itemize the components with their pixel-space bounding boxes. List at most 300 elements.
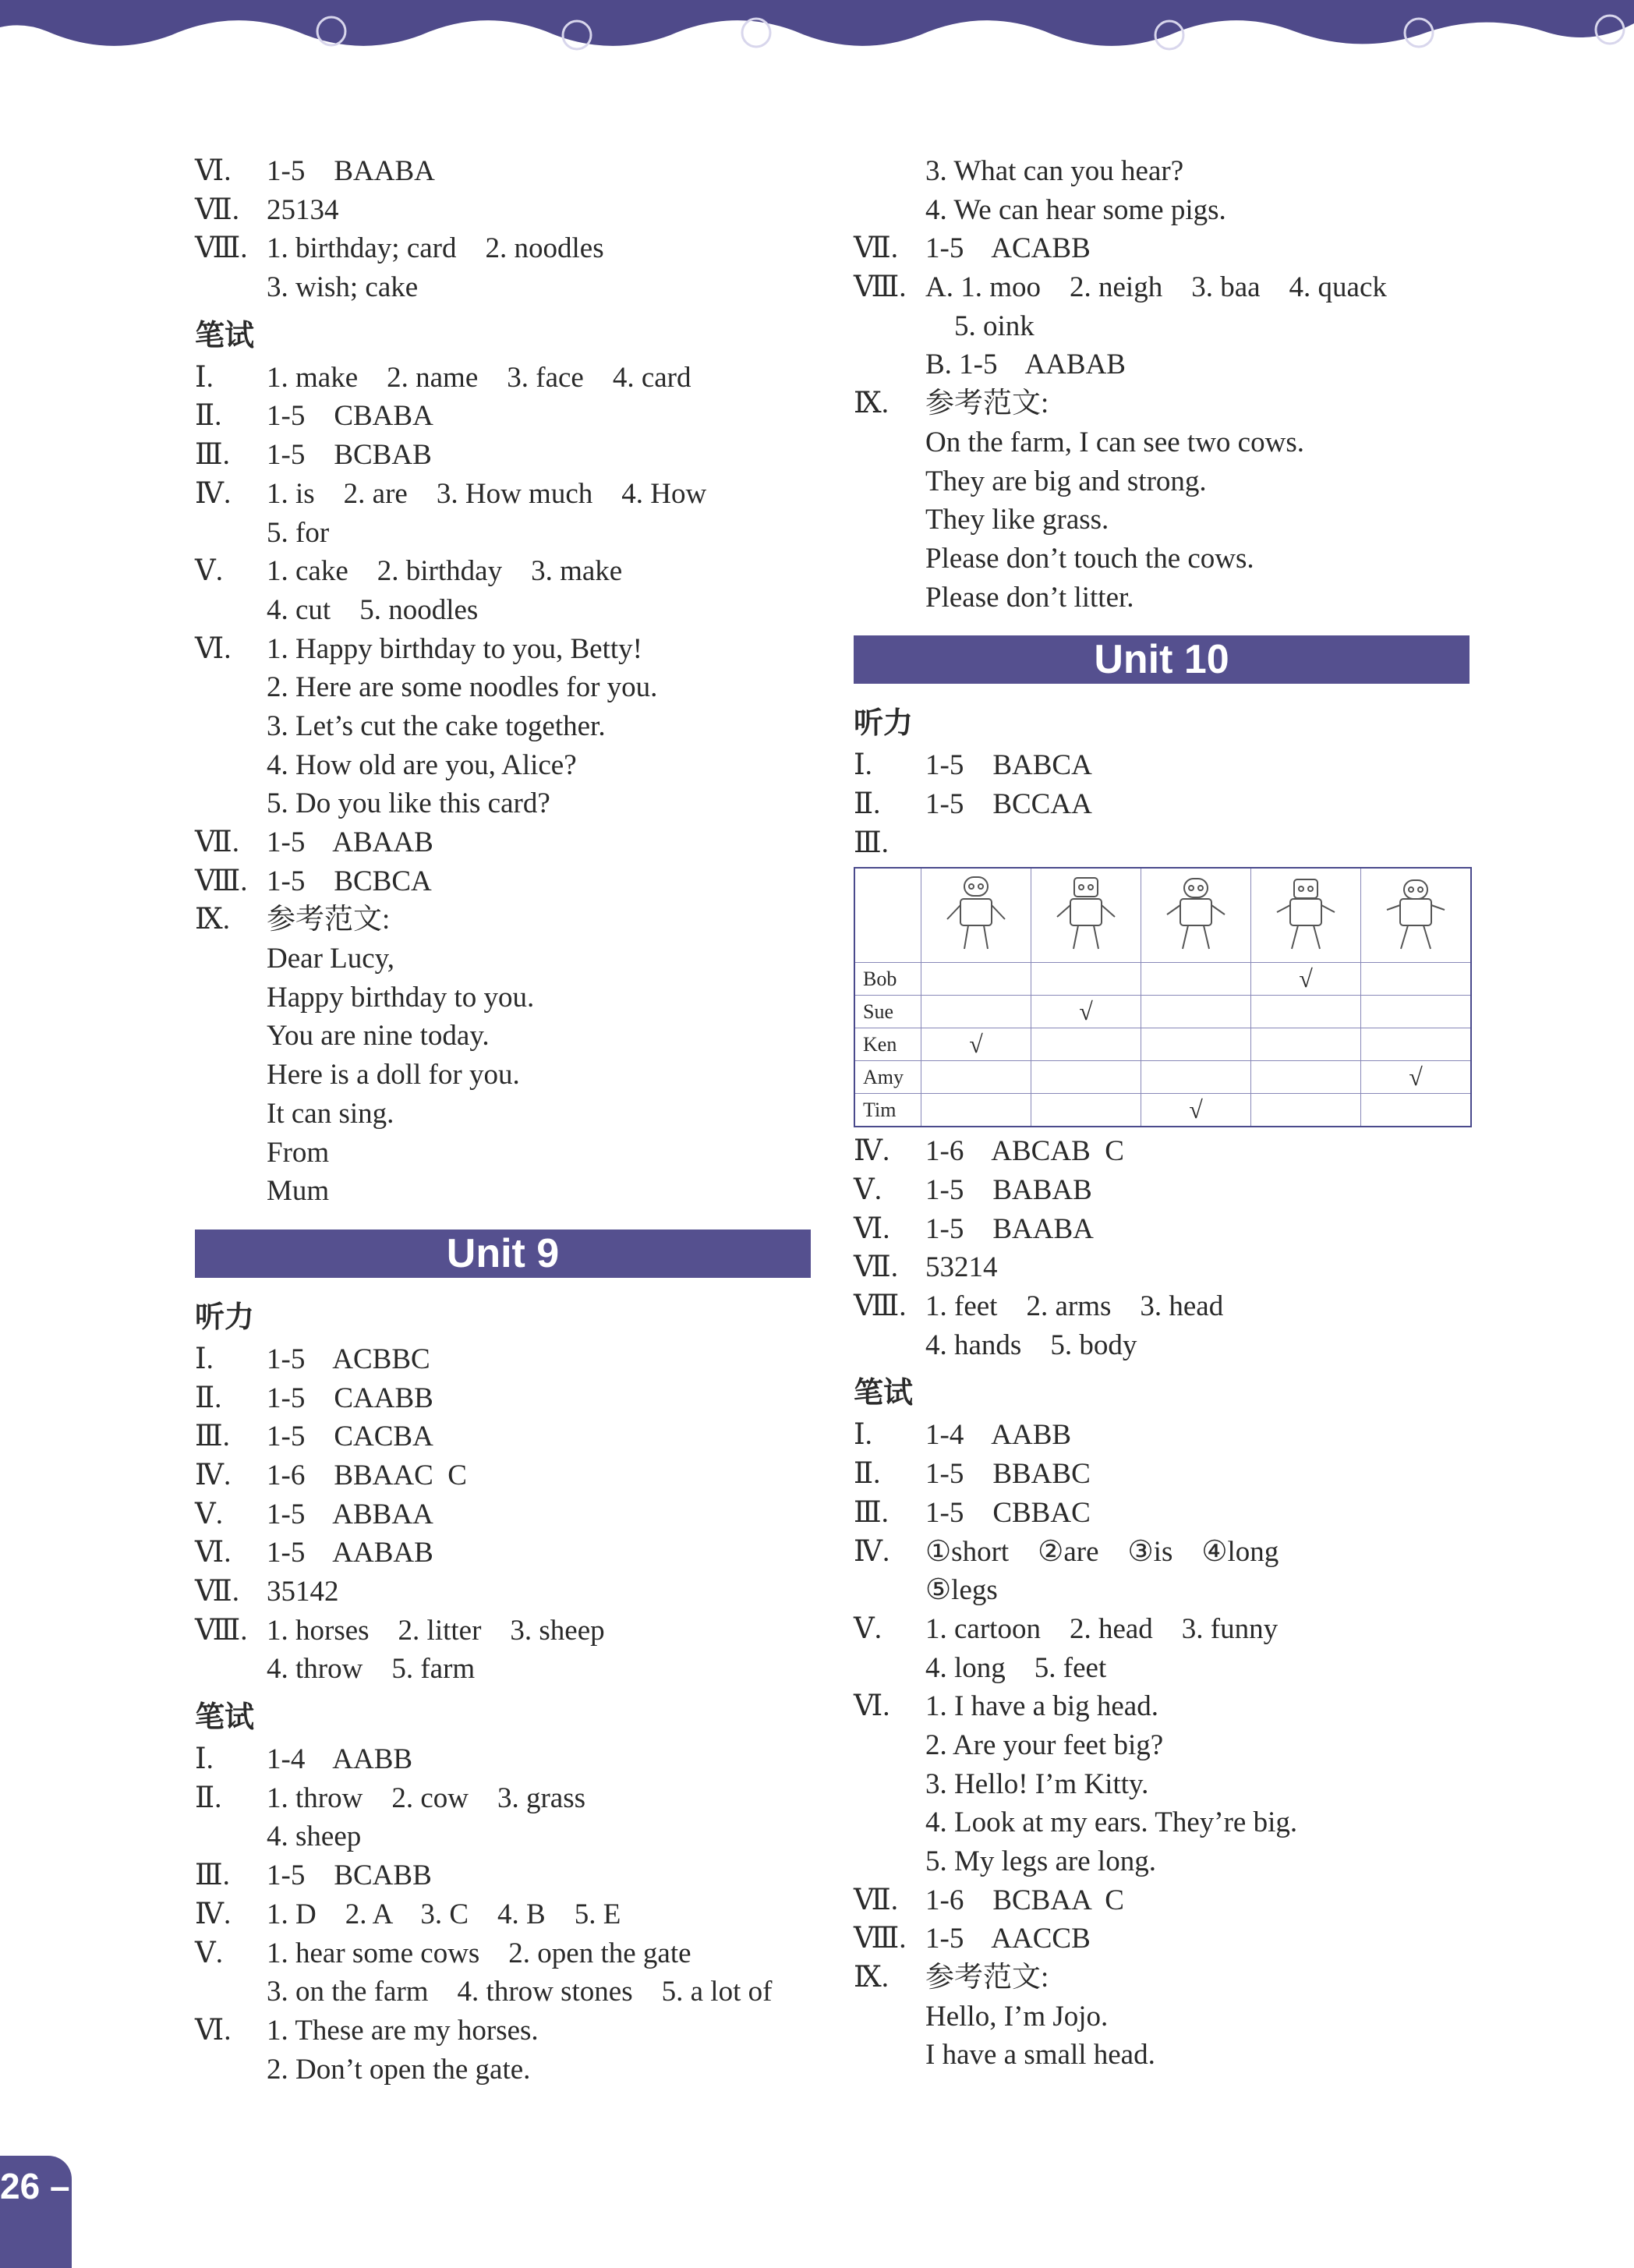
answer-text: 1-5 ACABB [925, 232, 1091, 265]
answer-text: Happy birthday to you. [267, 981, 535, 1014]
check-mark-cell [921, 1061, 1031, 1094]
answer-text: 5. oink [925, 310, 1035, 342]
swirl-icon [742, 19, 770, 47]
answer-text: 1-6 BBAAC C [267, 1459, 467, 1491]
answer-line [854, 1803, 1485, 1842]
answer-text: 2. Here are some noodles for you. [267, 671, 658, 704]
answer-line [195, 2050, 819, 2089]
student-name: Bob [854, 963, 921, 996]
question-number [195, 1172, 267, 1211]
answer-line [195, 668, 819, 707]
answer-line [195, 1056, 819, 1095]
check-mark-cell [1141, 996, 1251, 1028]
question-number: Ⅵ. [195, 2014, 232, 2047]
answer-text: 1. hear some cows 2. open the gate [267, 1937, 691, 1969]
question-number: Ⅶ. [195, 193, 239, 226]
question-number: Ⅱ. [195, 400, 222, 433]
answer-text: 1. cake 2. birthday 3. make [267, 555, 623, 588]
answer-line [195, 475, 819, 514]
right-column [854, 152, 1485, 2075]
answer-line [854, 307, 1485, 346]
question-number: Ⅴ. [195, 1498, 223, 1530]
answer-line [195, 1779, 819, 1818]
answer-text: 1-5 BCBAB [267, 439, 432, 472]
answer-text: 1-6 ABCAB C [925, 1135, 1124, 1168]
answer-text: ①short ②are ③is ④long [925, 1535, 1279, 1568]
check-mark-cell [1251, 996, 1361, 1028]
answer-text: 3. wish; cake [267, 271, 419, 304]
answer-line [854, 1649, 1485, 1688]
answer-text: They like grass. [925, 504, 1109, 536]
question-number: Ⅳ. [195, 1459, 232, 1491]
answer-line [854, 1610, 1485, 1649]
answer-text: 2. Don’t open the gate. [267, 2053, 531, 2086]
question-number: Ⅳ. [195, 1898, 232, 1930]
answer-text: 25134 [267, 193, 339, 226]
answer-line [195, 152, 819, 191]
answer-line [195, 978, 819, 1017]
question-number [854, 540, 925, 578]
answer-line [195, 191, 819, 230]
check-mark-cell: √ [1141, 1094, 1251, 1127]
check-mark-cell [1361, 1028, 1472, 1061]
answer-text: 参考范文: [925, 387, 1049, 420]
section-heading-written: 笔试 [195, 317, 255, 352]
answer-line [854, 1455, 1485, 1494]
answer-text: 1. These are my horses. [267, 2014, 539, 2047]
answer-line [195, 591, 819, 630]
check-mark-cell [1251, 1028, 1361, 1061]
question-number: Ⅱ. [195, 1781, 222, 1814]
question-number: Ⅰ. [854, 1419, 872, 1452]
answer-text: I have a small head. [925, 2039, 1155, 2072]
answer-line [854, 1842, 1485, 1881]
answer-line [854, 1571, 1485, 1610]
answer-text: 2. Are your feet big? [925, 1728, 1164, 1761]
page-number-tab [0, 2156, 72, 2268]
answer-text: 1. horses 2. litter 3. sheep [267, 1614, 605, 1647]
answer-line [195, 2011, 819, 2050]
robot-picture-cell [1141, 868, 1251, 963]
question-number: Ⅶ. [854, 1251, 898, 1284]
answer-line [854, 540, 1485, 578]
question-number: Ⅷ. [854, 1290, 907, 1323]
answer-line [195, 1973, 819, 2011]
answer-text: 1. D 2. A 3. C 4. B 5. E [267, 1898, 621, 1930]
answer-text: ⑤legs [925, 1574, 998, 1607]
question-number: Ⅵ. [195, 632, 232, 665]
answer-text: 1-6 BCBAA C [925, 1884, 1124, 1916]
question-number: Ⅴ. [195, 555, 223, 588]
question-number: Ⅲ. [195, 439, 230, 472]
answer-text: 1-5 ABAAB [267, 826, 433, 858]
answer-line [854, 1726, 1485, 1765]
question-number [854, 1649, 925, 1688]
question-number: Ⅰ. [854, 749, 872, 782]
answer-text: Please don’t litter. [925, 581, 1134, 614]
answer-line [854, 152, 1485, 191]
check-mark-cell [1361, 996, 1472, 1028]
grid-corner [854, 868, 921, 963]
question-number [195, 1017, 267, 1056]
answer-text: 1. feet 2. arms 3. head [925, 1290, 1224, 1323]
answer-text: 1-5 CACBA [267, 1421, 433, 1453]
section-heading-written: 笔试 [854, 1375, 914, 1410]
answer-text: 1-5 AACCB [925, 1923, 1091, 1955]
answer-line [195, 1495, 819, 1534]
answer-line [854, 462, 1485, 501]
question-number: Ⅲ. [195, 1421, 230, 1453]
answer-text: 4. Look at my ears. They’re big. [925, 1806, 1298, 1839]
answer-line [195, 1740, 819, 1779]
answer-line [854, 2036, 1485, 2075]
robot-icon [1161, 871, 1231, 957]
question-number [195, 268, 267, 307]
question-number [195, 1817, 267, 1856]
answer-line [854, 345, 1485, 384]
answer-line [195, 1456, 819, 1495]
question-number [854, 1765, 925, 1804]
question-number [854, 1803, 925, 1842]
answer-text: 1-5 BCABB [267, 1859, 432, 1892]
robot-icon [941, 871, 1011, 957]
answer-text: They are big and strong. [925, 465, 1207, 497]
answer-text: 4. long 5. feet [925, 1651, 1107, 1684]
unit-9-banner: Unit 9 [195, 1230, 811, 1278]
question-number: Ⅸ. [854, 387, 889, 420]
check-mark-cell [1031, 1028, 1141, 1061]
question-number: Ⅶ. [195, 826, 239, 858]
answer-line [195, 1172, 819, 1211]
question-number [854, 1326, 925, 1365]
grid-row [854, 963, 1471, 996]
answer-line [854, 1687, 1485, 1726]
answer-text: 1. throw 2. cow 3. grass [267, 1781, 586, 1814]
question-number: Ⅰ. [195, 1743, 214, 1776]
answer-text: 4. sheep [267, 1820, 362, 1853]
unit-10-banner: Unit 10 [854, 635, 1470, 684]
answer-line [854, 1210, 1485, 1249]
answer-line [195, 630, 819, 669]
answer-line [854, 384, 1485, 423]
robot-picture-cell [1361, 868, 1472, 963]
check-mark-cell [1251, 1094, 1361, 1127]
answer-text: 3. Hello! I’m Kitty. [925, 1767, 1149, 1800]
answer-line [854, 1919, 1485, 1958]
question-number: Ⅱ. [195, 1382, 222, 1414]
answer-text: 1-5 BCBCA [267, 865, 432, 897]
question-number [195, 1650, 267, 1689]
question-number [854, 462, 925, 501]
grid-row [854, 1094, 1471, 1127]
answer-line [854, 229, 1485, 268]
answer-line [854, 1765, 1485, 1804]
student-name: Sue [854, 996, 921, 1028]
robot-picture-cell [1031, 868, 1141, 963]
question-number [195, 1973, 267, 2011]
answer-line [195, 1134, 819, 1173]
question-number [195, 1134, 267, 1173]
answer-text: 1-5 BAABA [925, 1212, 1094, 1245]
grid-row [854, 1028, 1471, 1061]
answer-line [195, 1650, 819, 1689]
answer-line [854, 191, 1485, 230]
question-number: Ⅰ. [195, 361, 214, 394]
question-number [854, 578, 925, 617]
answer-text: 1. I have a big head. [925, 1690, 1158, 1723]
answer-line [854, 1326, 1485, 1365]
answer-line [195, 746, 819, 785]
answer-line [195, 823, 819, 862]
question-number [195, 2050, 267, 2089]
answer-line [195, 359, 819, 398]
answer-line [854, 785, 1485, 824]
answer-line [195, 552, 819, 591]
answer-line [854, 1997, 1485, 2036]
check-mark-cell [1361, 1094, 1472, 1127]
grid-row [854, 996, 1471, 1028]
answer-text: 1-5 BABCA [925, 749, 1092, 782]
question-number: Ⅲ. [854, 826, 889, 859]
question-number: Ⅷ. [854, 1923, 907, 1955]
question-number [854, 2036, 925, 2075]
robot-icon [1381, 871, 1451, 957]
robot-answer-grid [854, 867, 1485, 1127]
answer-text: 1-5 CBABA [267, 400, 433, 433]
answer-line [854, 746, 1485, 785]
answer-line [195, 1856, 819, 1895]
answer-text: 1. cartoon 2. head 3. funny [925, 1612, 1279, 1645]
question-number [854, 1842, 925, 1881]
section-heading-written: 笔试 [195, 1700, 255, 1735]
answer-text: 1-5 BBABC [925, 1458, 1091, 1491]
answer-text: 1-5 BABAB [925, 1174, 1092, 1206]
answer-text: 1-5 CAABB [267, 1382, 433, 1414]
question-number: Ⅱ. [854, 1458, 881, 1491]
answer-line [195, 1095, 819, 1134]
answer-line [854, 423, 1485, 462]
check-mark-cell [921, 996, 1031, 1028]
question-number [854, 345, 925, 384]
answer-text: 1-4 AABB [267, 1743, 413, 1776]
answer-line [854, 1494, 1485, 1533]
answer-text: 1-5 ABBAA [267, 1498, 433, 1530]
answer-text: 3. Let’s cut the cake together. [267, 709, 606, 742]
question-number: Ⅳ. [195, 477, 232, 510]
answer-text: Mum [267, 1175, 330, 1208]
question-number: Ⅶ. [854, 1884, 898, 1916]
answer-text: 5. for [267, 516, 330, 549]
answer-text: 1-5 AABAB [267, 1537, 433, 1569]
top-banner [0, 0, 1634, 86]
question-number [854, 307, 925, 346]
check-mark-cell: √ [921, 1028, 1031, 1061]
student-name: Amy [854, 1061, 921, 1094]
question-number: Ⅵ. [195, 155, 232, 187]
question-number: Ⅷ. [195, 865, 248, 897]
answer-text: 4. We can hear some pigs. [925, 193, 1226, 226]
question-number: Ⅷ. [195, 1614, 248, 1647]
question-number [195, 591, 267, 630]
question-number: Ⅲ. [854, 1496, 889, 1529]
question-number: Ⅷ. [195, 232, 248, 265]
answer-line [854, 824, 1485, 863]
answer-text: B. 1-5 AABAB [925, 349, 1126, 381]
answer-text: 5. Do you like this card? [267, 787, 550, 820]
question-number [854, 423, 925, 462]
answer-text: You are nine today. [267, 1020, 490, 1053]
answer-text: Hello, I’m Jojo. [925, 2000, 1109, 2033]
robot-picture-cell [1251, 868, 1361, 963]
answer-line [195, 268, 819, 307]
answer-line [195, 1612, 819, 1651]
robot-icon [1271, 871, 1341, 957]
answer-text: 1-5 ACBBC [267, 1343, 430, 1375]
answer-text: 参考范文: [267, 904, 391, 936]
answer-text: 4. How old are you, Alice? [267, 748, 577, 781]
answer-line [195, 784, 819, 823]
grid-row [854, 1061, 1471, 1094]
page-number: 26 – [0, 2166, 70, 2206]
answer-line [195, 1379, 819, 1418]
question-number [195, 668, 267, 707]
check-mark-cell: √ [1251, 963, 1361, 996]
check-mark-cell [921, 963, 1031, 996]
question-number [854, 501, 925, 540]
check-mark-cell: √ [1361, 1061, 1472, 1094]
answer-line [195, 1817, 819, 1856]
answer-line [854, 1958, 1485, 1997]
answer-line [195, 1934, 819, 1973]
answer-line [195, 436, 819, 475]
question-number [195, 939, 267, 978]
answer-text: From [267, 1136, 330, 1169]
answer-line [854, 1533, 1485, 1572]
question-number [854, 1997, 925, 2036]
answer-text: 1. Happy birthday to you, Betty! [267, 632, 642, 665]
answer-text: 3. on the farm 4. throw stones 5. a lot of [267, 1976, 773, 2008]
robot-icon [1051, 871, 1121, 957]
answer-line [195, 1417, 819, 1456]
question-number: Ⅷ. [854, 271, 907, 304]
answer-line [195, 707, 819, 746]
answer-line [195, 229, 819, 268]
answer-line [854, 1881, 1485, 1920]
answer-line [854, 1287, 1485, 1326]
answer-text: 4. throw 5. farm [267, 1653, 476, 1686]
robot-picture-cell [921, 868, 1031, 963]
answer-text: 1-4 AABB [925, 1419, 1072, 1452]
answer-text: 1. make 2. name 3. face 4. card [267, 361, 691, 394]
answer-text: A. 1. moo 2. neigh 3. baa 4. quack [925, 271, 1387, 304]
answer-line [854, 1132, 1485, 1171]
answer-line [195, 397, 819, 436]
question-number [854, 191, 925, 230]
question-number: Ⅲ. [195, 1859, 230, 1892]
question-number [195, 746, 267, 785]
answer-text: 53214 [925, 1251, 998, 1284]
check-mark-cell [1251, 1061, 1361, 1094]
answer-line [195, 1573, 819, 1612]
answer-line [195, 1017, 819, 1056]
left-column [195, 152, 819, 2089]
question-number: Ⅳ. [854, 1535, 890, 1568]
question-number: Ⅸ. [854, 1962, 889, 1994]
question-number: Ⅴ. [854, 1174, 882, 1206]
question-number: Ⅴ. [195, 1937, 223, 1969]
question-number [195, 514, 267, 553]
section-heading-listening: 听力 [854, 706, 914, 741]
answer-text: 1. birthday; card 2. noodles [267, 232, 604, 265]
question-number: Ⅶ. [854, 232, 898, 265]
answer-line [854, 1416, 1485, 1455]
answer-text: 4. cut 5. noodles [267, 593, 479, 626]
answer-line [195, 939, 819, 978]
question-number [854, 1571, 925, 1610]
question-number: Ⅱ. [854, 787, 881, 820]
question-number [195, 1056, 267, 1095]
answer-line [854, 1171, 1485, 1210]
question-number [854, 152, 925, 191]
check-mark-cell [1141, 1061, 1251, 1094]
check-mark-cell [921, 1094, 1031, 1127]
answer-line [195, 900, 819, 939]
answer-text: 1-5 BAABA [267, 155, 435, 187]
answer-text: Here is a doll for you. [267, 1059, 520, 1092]
check-mark-cell [1141, 963, 1251, 996]
question-number: Ⅵ. [854, 1690, 890, 1723]
question-number: Ⅴ. [854, 1612, 882, 1645]
question-number [195, 978, 267, 1017]
check-mark-cell [1361, 963, 1472, 996]
answer-line [195, 1340, 819, 1379]
answer-line [854, 268, 1485, 307]
check-mark-cell [1031, 1094, 1141, 1127]
answer-line [854, 501, 1485, 540]
answer-text: 1. is 2. are 3. How much 4. How [267, 477, 707, 510]
check-mark-cell [1141, 1028, 1251, 1061]
check-mark-cell [1031, 1061, 1141, 1094]
answer-line [195, 1895, 819, 1934]
answer-text: Please don’t touch the cows. [925, 542, 1254, 575]
section-heading-listening: 听力 [195, 1299, 255, 1334]
answer-line [854, 1248, 1485, 1287]
answer-text: 1-5 BCCAA [925, 787, 1092, 820]
question-number [854, 1726, 925, 1765]
answer-text: 参考范文: [925, 1962, 1049, 1994]
question-number: Ⅸ. [195, 904, 230, 936]
question-number: Ⅵ. [195, 1537, 232, 1569]
question-number [195, 707, 267, 746]
answer-text: 35142 [267, 1576, 339, 1608]
answer-line [854, 578, 1485, 617]
answer-line [195, 1534, 819, 1573]
answer-text: 4. hands 5. body [925, 1329, 1137, 1361]
answer-text: Dear Lucy, [267, 943, 395, 975]
answer-text: 1-5 CBBAC [925, 1496, 1091, 1529]
answer-text: 5. My legs are long. [925, 1845, 1156, 1877]
student-name: Ken [854, 1028, 921, 1061]
question-number [195, 784, 267, 823]
student-name: Tim [854, 1094, 921, 1127]
question-number [195, 1095, 267, 1134]
check-mark-cell: √ [1031, 996, 1141, 1028]
question-number: Ⅶ. [195, 1576, 239, 1608]
question-number: Ⅵ. [854, 1212, 890, 1245]
question-number: Ⅳ. [854, 1135, 890, 1168]
answer-text: On the farm, I can see two cows. [925, 426, 1304, 458]
answer-line [195, 862, 819, 901]
